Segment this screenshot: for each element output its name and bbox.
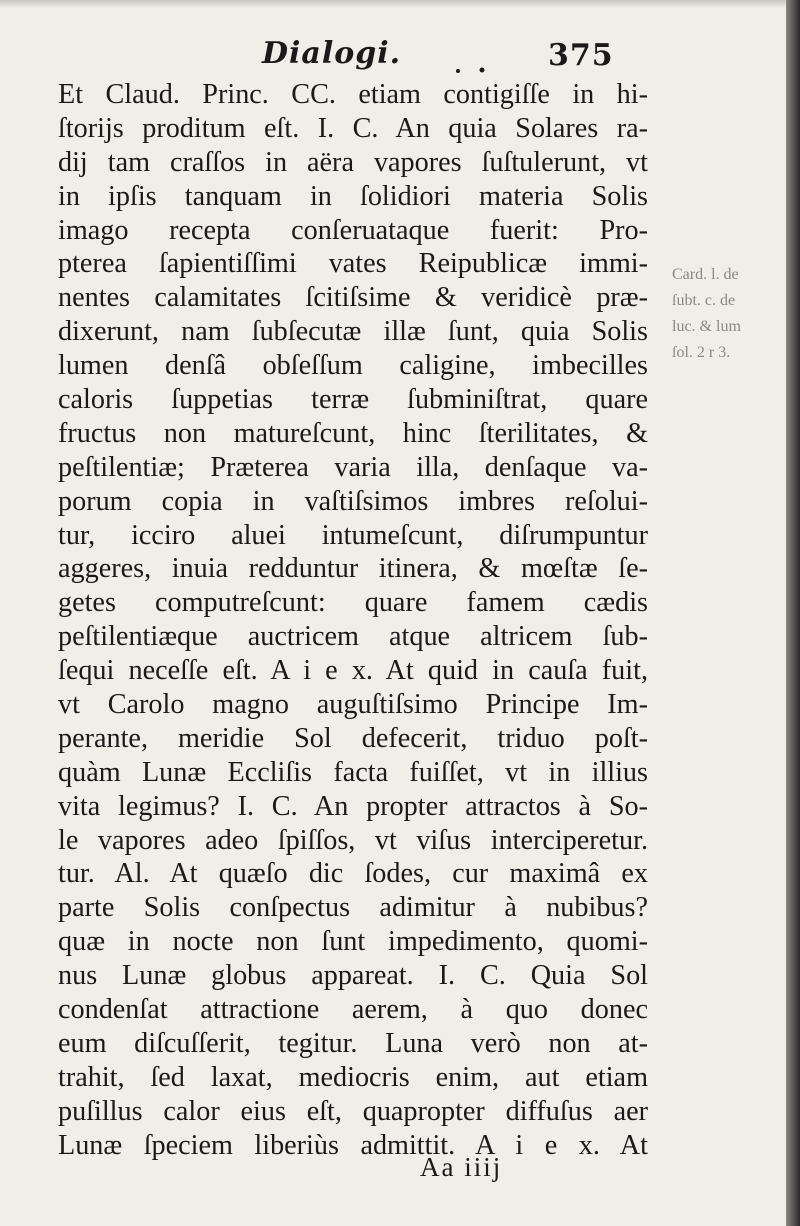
text-line: quæ in nocte non ſunt impedimento, quomi- xyxy=(58,926,648,958)
text-line: vita legimus? I. C. An propter attractos à So- xyxy=(58,790,648,822)
text-line: condenſat attractione aerem, à quo donec xyxy=(58,994,648,1026)
text-line: getes computreſcunt: quare famem cædis xyxy=(58,587,648,619)
text-line: in ipſis tanquam in ſolidiori materia Solis xyxy=(58,180,648,212)
text-line: fructus non matureſcunt, hinc ſterilitates, & xyxy=(58,417,648,449)
text-line: nus Lunæ globus appareat. I. C. Quia Sol xyxy=(58,960,648,992)
running-head: Dialogi. xyxy=(262,36,402,71)
text-line: tur, icciro aluei intumeſcunt, diſrumpuntur xyxy=(58,519,648,551)
text-line: tur. Al. At quæſo dic ſodes, cur maximâ ex xyxy=(58,858,648,890)
text-line: peſtilentiæque auctricem atque altricem ſub- xyxy=(58,621,648,653)
marginal-note-line: luc. & lum xyxy=(672,318,741,335)
text-line: dij tam craſſos in aëra vapores ſuſtulerunt, vt xyxy=(58,146,648,178)
scan-top-shadow xyxy=(0,0,800,8)
marginal-note-line: ſubt. c. de xyxy=(672,292,736,309)
text-line: trahit, ſed laxat, mediocris enim, aut etiam xyxy=(58,1061,648,1093)
text-line: puſillus calor eius eſt, quapropter diffuſus aer xyxy=(58,1095,648,1127)
page-header xyxy=(0,36,790,84)
marginal-note-line: ſol. 2 r 3. xyxy=(672,344,731,361)
scan-edge-shadow xyxy=(786,0,800,1226)
body-text xyxy=(58,78,648,1163)
text-line: caloris ſuppetias terræ ſubminiſtrat, quare xyxy=(58,384,648,416)
text-line: imago recepta conſeruataque fuerit: Pro- xyxy=(58,214,648,246)
ink-speck xyxy=(456,69,460,73)
text-line: lumen denſâ obſeſſum caligine, imbecilles xyxy=(58,350,648,382)
text-line: ſequi neceſſe eſt. A i e x. At quid in cauſa fuit, xyxy=(58,655,648,687)
text-line: perante, meridie Sol defecerit, triduo poſt- xyxy=(58,722,648,754)
text-line: nentes calamitates ſcitiſsime & veridicè præ- xyxy=(58,282,648,314)
ink-specks xyxy=(452,64,492,76)
text-line: porum copia in vaſtiſsimos imbres reſolui- xyxy=(58,485,648,517)
text-line: Et Claud. Princ. CC. etiam contigiſſe in hi- xyxy=(58,79,648,110)
text-line: peſtilentiæ; Præterea varia illa, denſaque va- xyxy=(58,451,648,483)
ink-speck xyxy=(480,68,485,73)
text-line: aggeres, inuia redduntur itinera, & mœſtæ ſe- xyxy=(58,553,648,585)
text-line: vt Carolo magno auguſtiſsimo Principe Im- xyxy=(58,689,648,721)
text-line: quàm Lunæ Eccliſis facta fuiſſet, vt in illius xyxy=(58,756,648,788)
text-line: le vapores adeo ſpiſſos, vt viſus interciperetur. xyxy=(58,824,648,856)
text-line: pterea ſapientiſſimi vates Reipublicæ immi- xyxy=(58,248,648,280)
marginal-note-line: Card. l. de xyxy=(672,266,739,283)
text-line: parte Solis conſpectus adimitur à nubibus? xyxy=(58,892,648,924)
page-number: 375 xyxy=(548,38,614,73)
marginal-note xyxy=(672,262,752,366)
text-line: dixerunt, nam ſubſecutæ illæ ſunt, quia Solis xyxy=(58,316,648,348)
text-line: ſtorijs proditum eſt. I. C. An quia Solares ra- xyxy=(58,112,648,144)
signature-mark: Aa iiij xyxy=(420,1152,503,1182)
text-line: eum diſcuſſerit, tegitur. Luna verò non at- xyxy=(58,1027,648,1059)
text-line: Lunæ ſpeciem liberiùs admittit. A i e x. At xyxy=(58,1129,648,1161)
